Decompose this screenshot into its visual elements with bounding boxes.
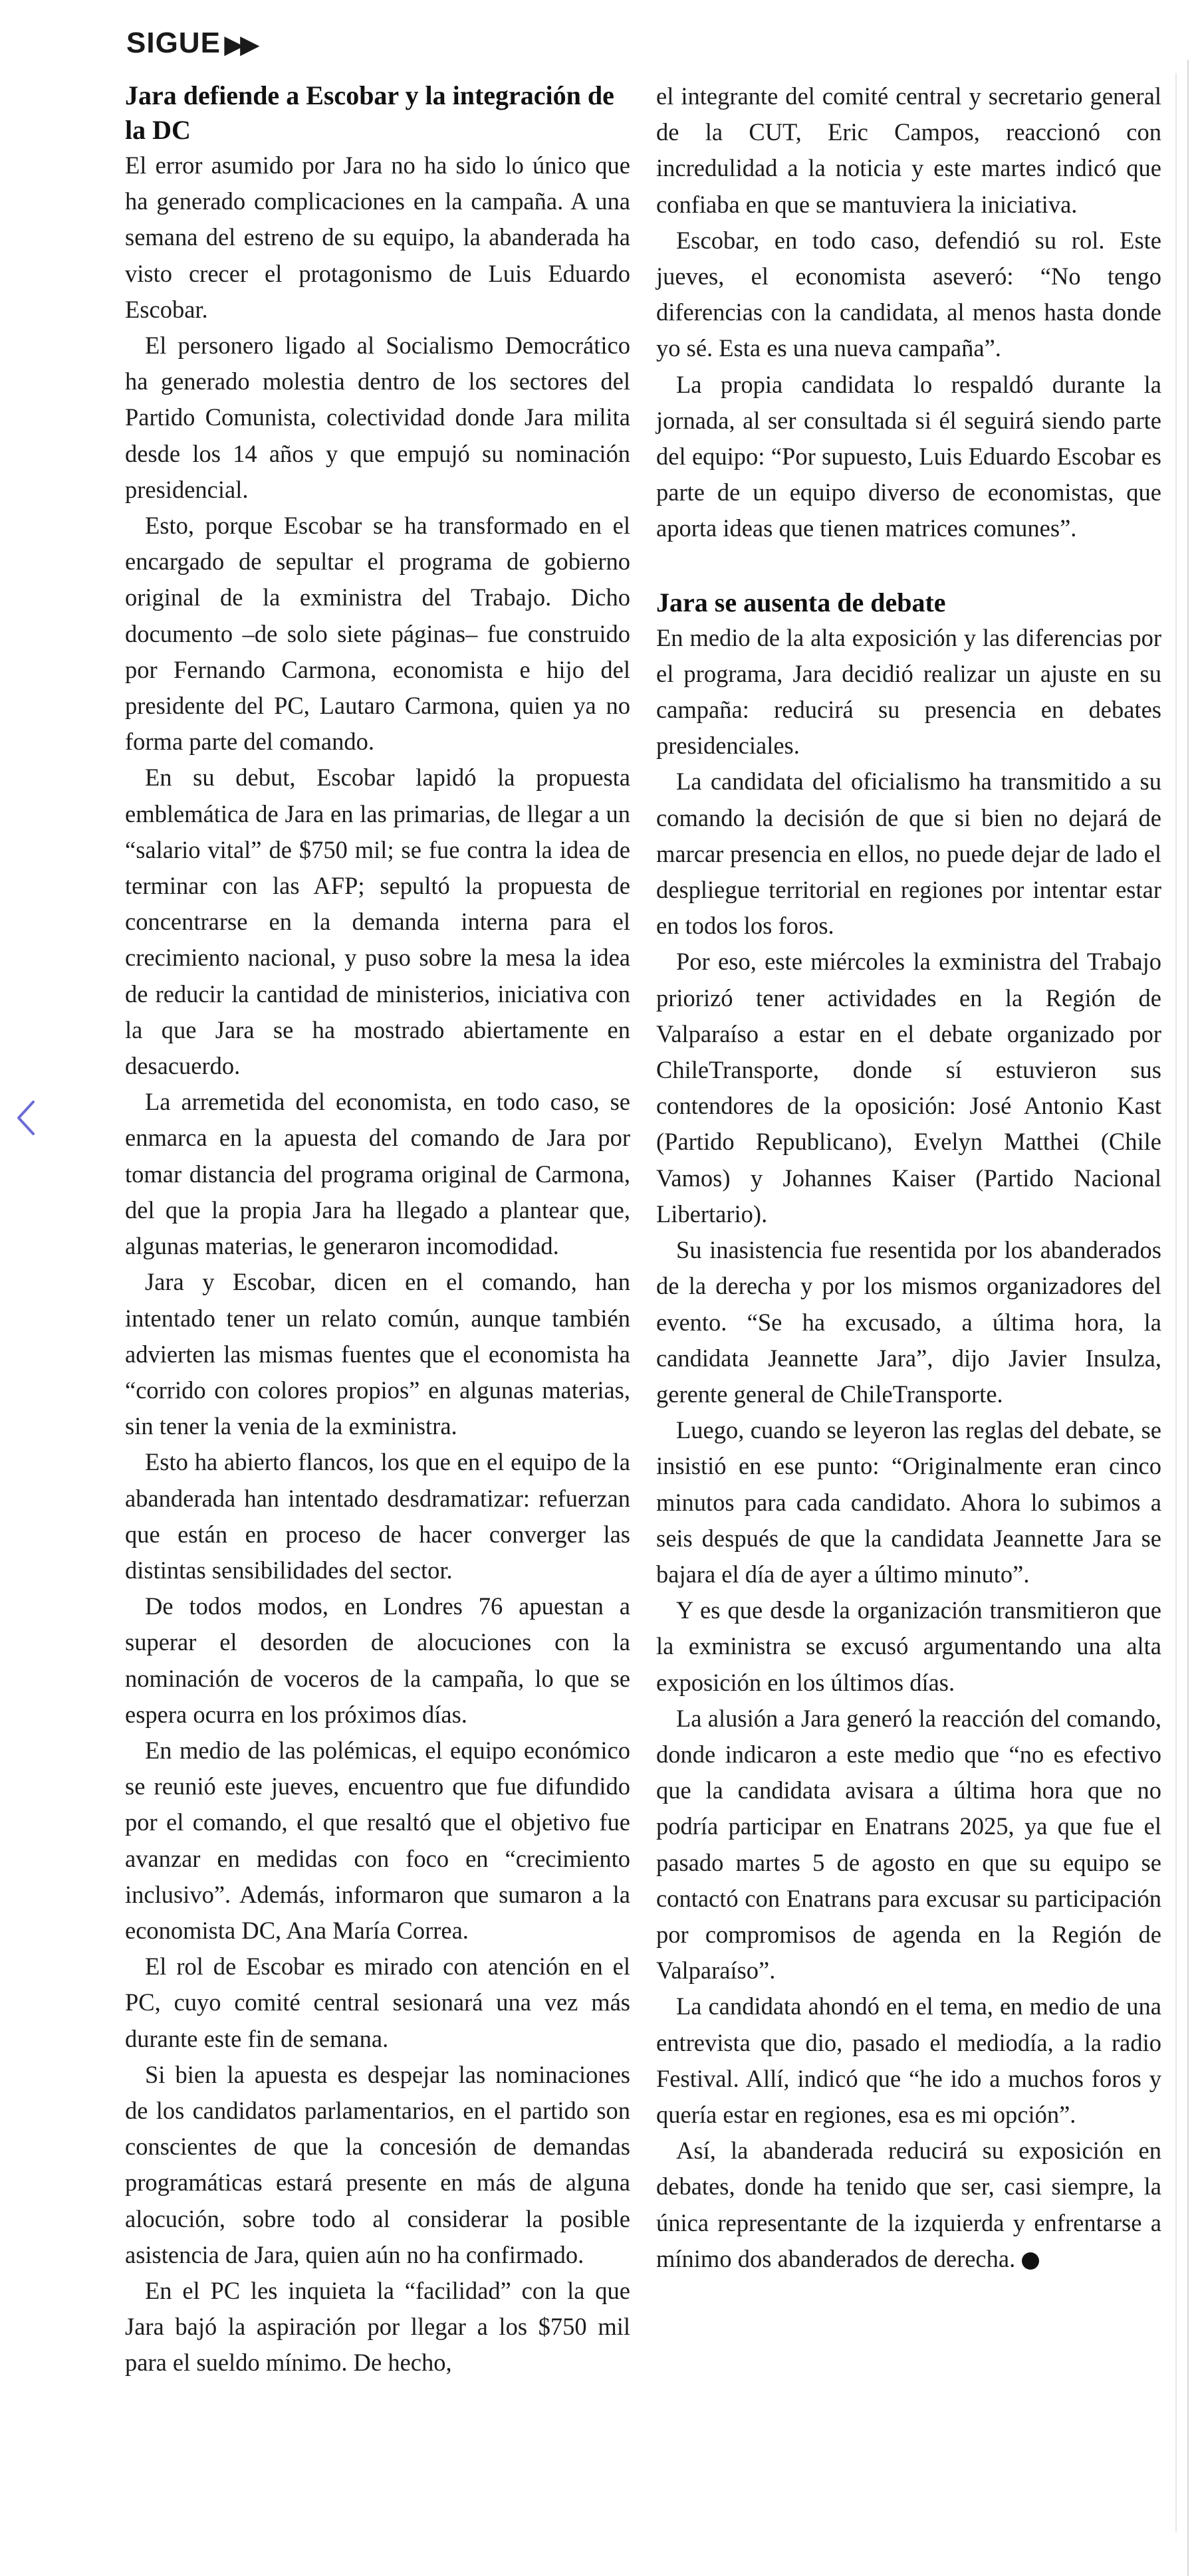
paragraph: En medio de la alta exposición y las diferencias por el programa, Jara decidió realizar un ajuste en su campaña: reducirá su presencia en debates presidenciales. xyxy=(656,623,1161,760)
paragraph: Y es que desde la organización transmitieron que la exministra se excusó argumentando una alta exposición en los últimos días. xyxy=(656,1596,1161,1696)
paragraph: el integrante del comité central y secretario general de la CUT, Eric Campos, reaccionó con incredulidad a la noticia y este martes indicó que confiaba en que se mantuviera la iniciativa. xyxy=(656,82,1161,218)
section-label: SIGUE xyxy=(126,27,221,59)
paragraph: El personero ligado al Socialismo Democrático ha generado molestia dentro de los sectores del Partido Comunista, colectividad donde Jara milita desde los 14 años y que empujó su nominación presidencial. xyxy=(125,332,630,503)
paragraph: El rol de Escobar es mirado con atención en el PC, cuyo comité central sesionará una vez más durante este fin de semana. xyxy=(125,1953,630,2052)
paragraph: El error asumido por Jara no ha sido lo único que ha generado complicaciones en la campaña. A una semana del estreno de su equipo, la abanderada ha visto crecer el protagonismo de Luis Eduardo Escobar. xyxy=(125,152,630,323)
paragraph: La arremetida del economista, en todo caso, se enmarca en la apuesta del comando de Jara por tomar distancia del programa original de Carmona, del que la propia Jara ha llegado a plantear que, algunas materias, le generaron incomodidad. xyxy=(125,1088,630,1260)
paragraph: En su debut, Escobar lapidó la propuesta emblemática de Jara en las primarias, de llegar a un “salario vital” de $750 mil; se fue contra la idea de terminar con las AFP; sepultó la propuesta de concentrarse en la demanda interna para el crecimiento nacional, y puso sobre la mesa la idea de reducir la cantidad de ministerios, iniciativa con la que Jara se ha mostrado abiertamente en desacuerdo. xyxy=(125,764,630,1080)
paragraph: Por eso, este miércoles la exministra del Trabajo priorizó tener actividades en la Región de Valparaíso a estar en el debate organizado por ChileTransporte, donde sí estuvieron sus contendores de la oposición: José Antonio Kast (Partido Republicano), Evelyn Matthei (Chile Vamos) y Johannes Kaiser (Partido Nacional Libertario). xyxy=(656,948,1161,1228)
paragraph: La candidata ahondó en el tema, en medio de una entrevista que dio, pasado el mediodía, a la radio Festival. Allí, indicó que “he ido a muchos foros y quería estar en regiones, esa es mi opción”. xyxy=(656,1992,1161,2128)
paragraph: De todos modos, en Londres 76 apuestan a superar el desorden de alocuciones con la nominación de voceros de la campaña, lo que se espera ocurra en los próximos días. xyxy=(125,1592,630,1728)
paragraph: La candidata del oficialismo ha transmitido a su comando la decisión de que si bien no dejará de marcar presencia en ellos, no puede dejar de lado el despliegue territorial en regiones por intentar estar en todos los foros. xyxy=(656,768,1161,940)
paragraph: En el PC les inquieta la “facilidad” con la que Jara bajó la aspiración por llegar a los $750 mil para el sueldo mínimo. De hecho, xyxy=(125,2276,630,2377)
forward-arrows-icon: ▶▶ xyxy=(224,31,257,58)
paragraph: Si bien la apuesta es despejar las nominaciones de los candidatos parlamentarios, en el partido son conscientes de que la concesión de demandas programáticas estará presente en más de alguna alocución, sobre todo al considerar la posible asistencia de Jara, quien aún no ha confirmado. xyxy=(125,2060,630,2268)
paragraph-last xyxy=(656,2133,1161,2277)
page-edge-divider xyxy=(1175,73,1177,2532)
article-column-left xyxy=(125,78,630,2381)
end-mark-icon xyxy=(1022,2252,1039,2270)
paragraph: Jara y Escobar, dicen en el comando, han intentado tener un relato común, aunque también advierten las mismas fuentes que el economista ha “corrido con colores propios” en algunas materias, sin tener la venia de la exministra. xyxy=(125,1268,630,1440)
paragraph: La alusión a Jara generó la reacción del comando, donde indicaron a este medio que “no es efectivo que la candidata avisara a última hora que no podría participar en Enatrans 2025, ya que fue el pasado martes 5 de agosto en que su equipo se contactó con Enatrans para excusar su participación por compromisos de agenda en la Región de Valparaíso”. xyxy=(656,1704,1161,1985)
paragraph: En medio de las polémicas, el equipo económico se reunió este jueves, encuentro que fue difundido por el comando, el que resaltó que el objetivo fue avanzar en medidas con foco en “crecimiento inclusivo”. Además, informaron que sumaron a la economista DC, Ana María Correa. xyxy=(125,1736,630,1944)
paragraph: Escobar, en todo caso, defendió su rol. Este jueves, el economista aseveró: “No tengo diferencias con la candidata, al menos hasta donde yo sé. Esta es una nueva campaña”. xyxy=(656,226,1161,362)
paragraph: Esto, porque Escobar se ha transformado en el encargado de sepultar el programa de gobierno original de la exministra del Trabajo. Dicho documento –de solo siete páginas– fue construido por Fernando Carmona, economista e hijo del presidente del PC, Lautaro Carmona, quien ya no forma parte del comando. xyxy=(125,512,630,756)
article-subtitle: Jara se ausenta de debate xyxy=(656,587,946,617)
paragraph: Luego, cuando se leyeron las reglas del debate, se insistió en ese punto: “Originalmente eran cinco minutos para cada candidato. Ahora lo subimos a seis después de que la candidata Jeannette Jara se bajara el día de ayer a último minuto”. xyxy=(656,1416,1161,1588)
paragraph-text: Así, la abanderada reducirá su exposición en debates, donde ha tenido que ser, casi siempre, la única representante de la izquierda y enfrentarse a mínimo dos abanderados de derecha. xyxy=(656,2137,1161,2272)
paragraph: Su inasistencia fue resentida por los abanderados de la derecha y por los mismos organizadores del evento. “Se ha excusado, a última hora, la candidata Jeannette Jara”, dijo Javier Insulza, gerente general de ChileTransporte. xyxy=(656,1236,1161,1408)
paragraph: Esto ha abierto flancos, los que en el equipo de la abanderada han intentado desdramatizar: refuerzan que están en proceso de hacer converger las distintas sensibilidades del sector. xyxy=(125,1448,630,1584)
chevron-left-icon[interactable] xyxy=(12,1097,39,1139)
paragraph: La propia candidata lo respaldó durante la jornada, al ser consultada si él seguirá siendo parte del equipo: “Por supuesto, Luis Eduardo Escobar es parte de un equipo diverso de economistas, que aporta ideas que tienen matrices comunes”. xyxy=(656,370,1161,542)
article-column-right xyxy=(656,78,1161,2277)
article-title: Jara defiende a Escobar y la integración de la DC xyxy=(125,80,614,145)
section-header xyxy=(126,27,256,60)
scroll-edge xyxy=(1187,60,1189,2576)
